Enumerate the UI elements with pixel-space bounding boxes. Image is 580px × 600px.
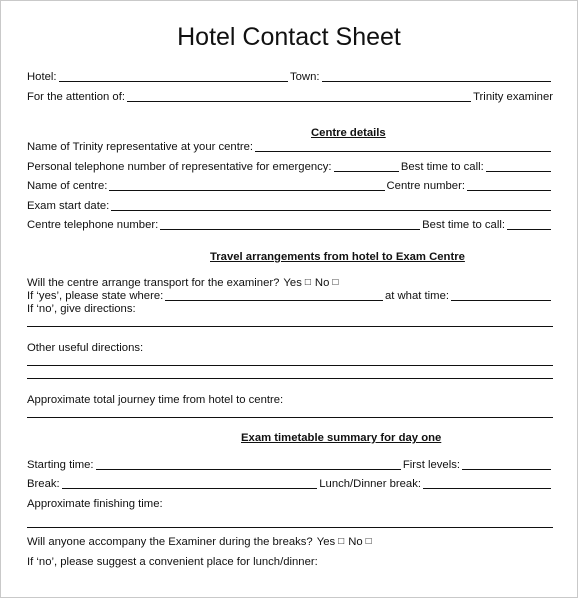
- phone-row: [27, 160, 553, 174]
- accompany-no-checkbox[interactable]: □: [365, 536, 372, 547]
- centre-phone-row: [27, 218, 553, 232]
- exam-date-row: [27, 199, 553, 213]
- accompany-yes-checkbox[interactable]: □: [338, 536, 345, 547]
- centre-number-field[interactable]: [467, 190, 551, 191]
- timetable-heading: Exam timetable summary for day one: [241, 432, 442, 444]
- accompany-question: Will anyone accompany the Examiner during the breaks?: [27, 536, 313, 548]
- journey-row: [27, 393, 553, 407]
- travel-heading: Travel arrangements from hotel to Exam Centre: [210, 251, 465, 263]
- lunch-place-row: [27, 555, 553, 569]
- centre-name-label: Name of centre:: [27, 180, 108, 192]
- exam-date-field[interactable]: [111, 210, 551, 211]
- first-levels-field[interactable]: [462, 469, 551, 470]
- lunch-field[interactable]: [423, 488, 551, 489]
- at-what-time-label: at what time:: [384, 290, 449, 302]
- transport-yes-label: Yes: [283, 277, 302, 289]
- transport-yes-checkbox[interactable]: □: [304, 277, 311, 288]
- attention-label: For the attention of:: [27, 91, 125, 103]
- rep-label: Name of Trinity representative at your centre:: [27, 141, 254, 153]
- transport-row: [27, 276, 553, 290]
- centre-name-row: [27, 179, 553, 193]
- rep-field[interactable]: [255, 151, 551, 152]
- accompany-row: [27, 535, 553, 549]
- other-directions-line-1[interactable]: [27, 365, 553, 366]
- if-no-row: [27, 302, 553, 316]
- best-time-field[interactable]: [486, 171, 551, 172]
- first-levels-label: First levels:: [402, 459, 460, 471]
- starting-time-row: [27, 458, 553, 472]
- journey-time-line[interactable]: [27, 417, 553, 418]
- attention-row: [27, 90, 553, 104]
- best-time-field-2[interactable]: [507, 229, 551, 230]
- attention-suffix: Trinity examiner: [473, 91, 553, 103]
- page-title: Hotel Contact Sheet: [177, 23, 401, 51]
- transport-question: Will the centre arrange transport for the examiner?: [27, 277, 280, 289]
- centre-name-field[interactable]: [109, 190, 384, 191]
- hotel-field[interactable]: [59, 81, 288, 82]
- if-no-label: If ‘no’, give directions:: [27, 303, 136, 315]
- accompany-yes-label: Yes: [316, 536, 336, 548]
- centre-details-heading: Centre details: [311, 127, 386, 139]
- at-what-time-field[interactable]: [451, 300, 551, 301]
- directions-line[interactable]: [27, 326, 553, 327]
- finishing-time-line[interactable]: [27, 527, 553, 528]
- centre-phone-label: Centre telephone number:: [27, 219, 159, 231]
- best-time-label-2: Best time to call:: [422, 219, 505, 231]
- centre-phone-field[interactable]: [160, 229, 420, 230]
- lunch-label: Lunch/Dinner break:: [319, 478, 421, 490]
- finishing-row: [27, 497, 553, 511]
- if-yes-row: [27, 289, 553, 303]
- journey-time-label: Approximate total journey time from hotel to centre:: [27, 394, 284, 406]
- hotel-label: Hotel:: [27, 71, 57, 83]
- finishing-label: Approximate finishing time:: [27, 498, 163, 510]
- centre-number-label: Centre number:: [386, 180, 465, 192]
- if-yes-label: If ‘yes’, please state where:: [27, 290, 164, 302]
- hotel-row: [27, 70, 553, 84]
- phone-label: Personal telephone number of representative for emergency:: [27, 161, 332, 173]
- other-directions-label: Other useful directions:: [27, 342, 144, 354]
- phone-field[interactable]: [334, 171, 399, 172]
- town-field[interactable]: [322, 81, 551, 82]
- accompany-no-label: No: [348, 536, 363, 548]
- other-directions-row: [27, 341, 553, 355]
- starting-time-field[interactable]: [96, 469, 401, 470]
- break-label: Break:: [27, 478, 60, 490]
- break-row: [27, 477, 553, 491]
- best-time-label: Best time to call:: [400, 161, 484, 173]
- starting-time-label: Starting time:: [27, 459, 94, 471]
- break-field[interactable]: [62, 488, 318, 489]
- transport-no-checkbox[interactable]: □: [332, 277, 339, 288]
- if-yes-field[interactable]: [165, 300, 383, 301]
- town-label: Town:: [290, 71, 320, 83]
- transport-no-label: No: [314, 277, 330, 289]
- lunch-place-label: If ‘no’, please suggest a convenient place for lunch/dinner:: [27, 556, 318, 568]
- rep-row: [27, 140, 553, 154]
- other-directions-line-2[interactable]: [27, 378, 553, 379]
- attention-field[interactable]: [127, 101, 471, 102]
- exam-date-label: Exam start date:: [27, 200, 110, 212]
